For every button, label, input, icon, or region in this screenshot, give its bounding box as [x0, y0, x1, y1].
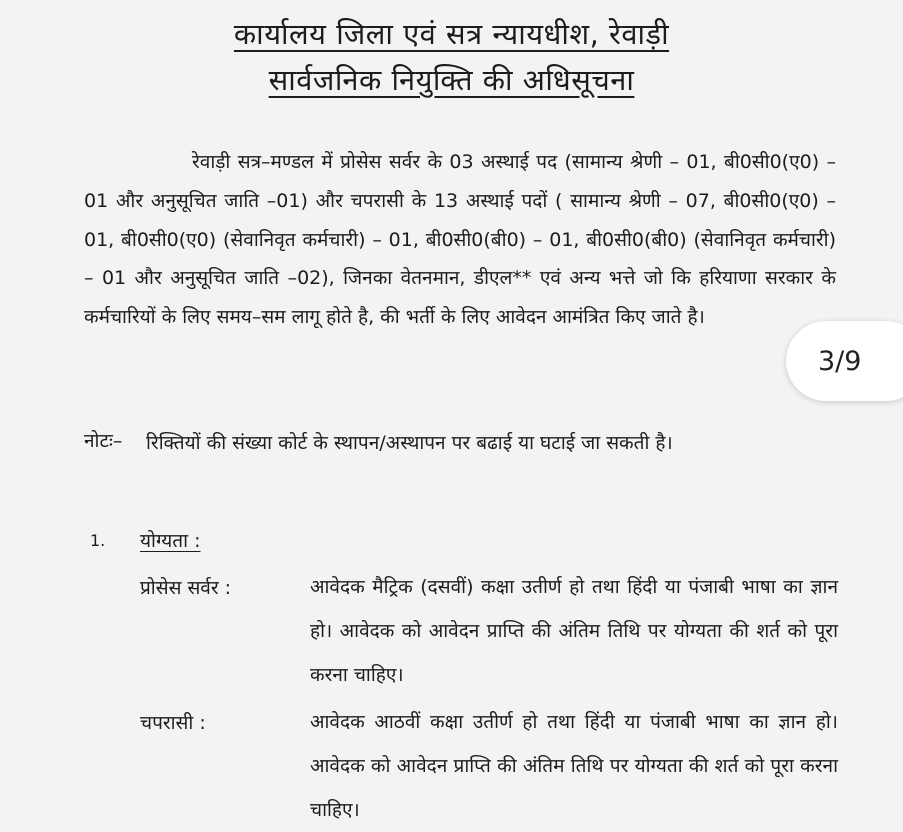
notification-title: सार्वजनिक नियुक्ति की अधिसूचना — [268, 63, 635, 97]
section-heading: योग्यता : — [140, 530, 201, 552]
qualification-text-peon: आवेदक आठवीं कक्षा उतीर्ण हो तथा हिंदी या पंजाबी भाषा का ज्ञान हो। आवेदक को आवेदन प्राप्ति की अंतिम तिथि पर योग्यता की शर्त को पूरा करना चाहिए। — [310, 711, 838, 821]
office-title: कार्यालय जिला एवं सत्र न्यायधीश, रेवाड़ी — [233, 17, 670, 51]
page-indicator[interactable]: 3/9 — [786, 321, 903, 401]
qualification-text-process-server: आवेदक मैट्रिक (दसवीं) कक्षा उतीर्ण हो तथा हिंदी या पंजाबी भाषा का ज्ञान हो। आवेदक को आवेदन प्राप्ति की अंतिम तिथि पर योग्यता की शर्त को पूरा करना चाहिए। — [310, 576, 838, 686]
qualification-label-peon: चपरासी : — [140, 712, 206, 734]
note-label: नोटः– — [84, 430, 123, 452]
intro-paragraph: रेवाड़ी सत्र–मण्डल में प्रोसेस सर्वर के 03 अस्थाई पद (सामान्य श्रेणी – 01, बी0सी0(ए0) – 01 और अनुसूचित जाति –01) और चपरासी के 13 अस्थाई पदों ( सामान्य श्रेणी – 07, बी0सी0(ए0) – 01, बी0सी0(ए0) (सेवानिवृत कर्मचारी) – 01, बी0सी0(बी0) – 01, बी0सी0(बी0) (सेवानिवृत कर्मचारी) – 01 और अनुसूचित जाति –02), जिनका वेतनमान, डीएल** एवं अन्य भत्ते जो कि हरियाणा सरकार के कर्मचारियों के लिए समय–सम लागू होते है, की भर्ती के लिए आवेदन आमंत्रित किए जाते है। — [84, 151, 836, 329]
section-number: 1. — [90, 531, 106, 550]
qualification-label-process-server: प्रोसेस सर्वर : — [140, 577, 232, 599]
note-text: रिक्तियों की संख्या कोर्ट के स्थापन/अस्थापन पर बढाई या घटाई जा सकती है। — [146, 432, 673, 454]
